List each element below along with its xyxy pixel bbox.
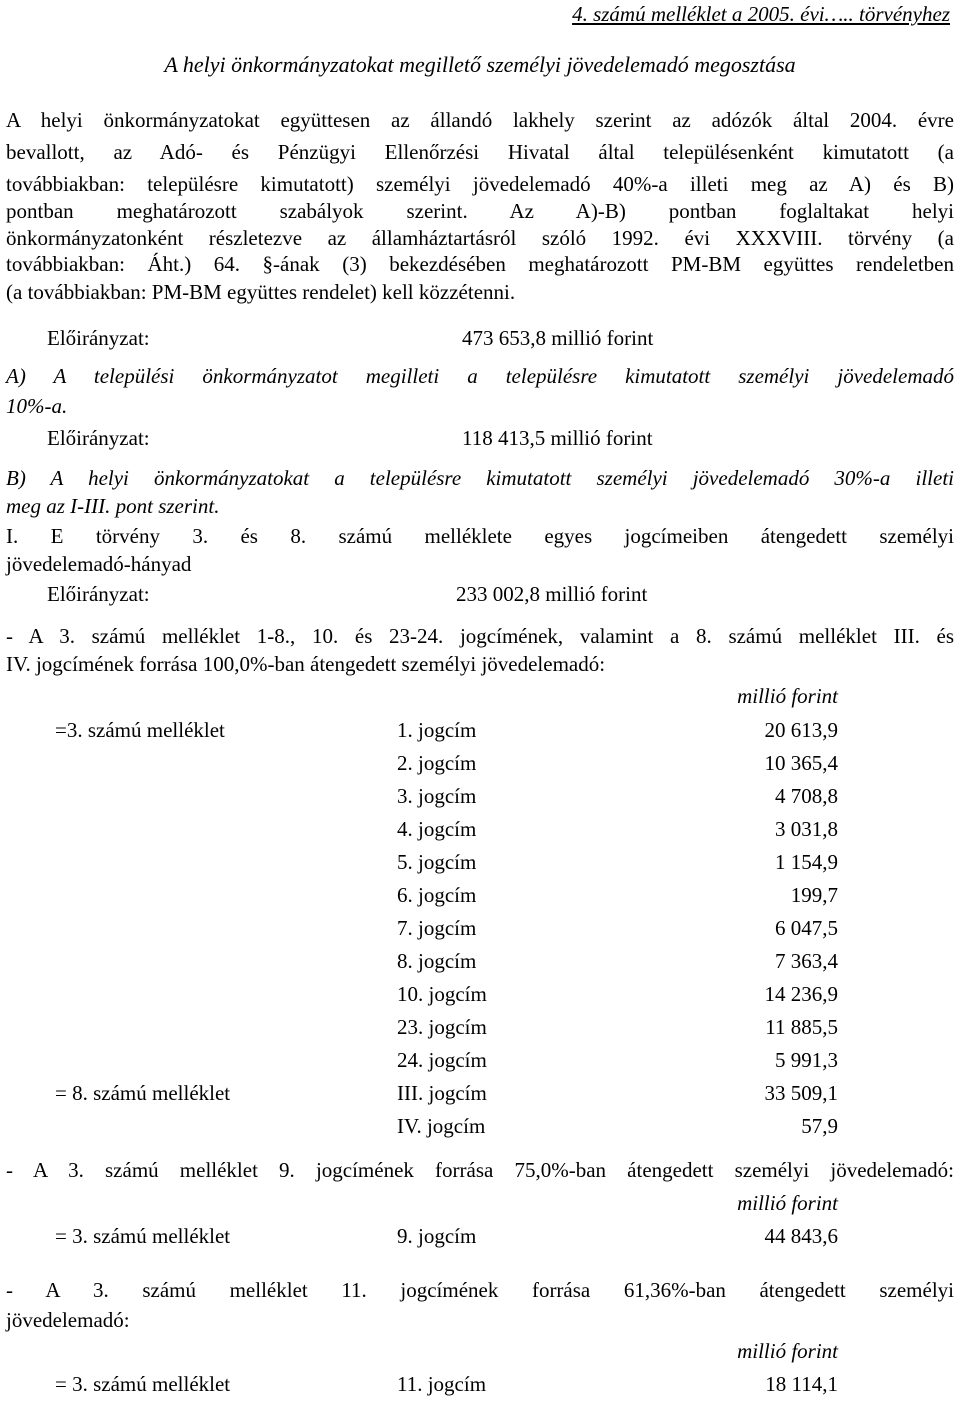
annex-label: = 3. számú melléklet [55,1372,231,1396]
jogcim-label: 23. jogcím [397,1015,487,1039]
document-title: A helyi önkormányzatokat megillető személyi jövedelemadó megosztása [164,52,796,77]
section-i-value: 233 002,8 millió forint [456,582,648,606]
jogcim-label: 8. jogcím [397,949,477,973]
amount-value: 11 885,5 [765,1015,838,1039]
annex-header: 4. számú melléklet a 2005. évi….. törvényhez [572,2,950,26]
intro-line: bevallott, az Adó- és Pénzügyi Ellenőrzési Hivatal által településenként kimutatott (a [6,140,954,164]
block3-unit: millió forint [737,1339,838,1363]
jogcim-label: III. jogcím [397,1081,487,1105]
block3-line: jövedelemadó: [6,1308,130,1332]
total-value: 473 653,8 millió forint [462,326,654,350]
section-i-line: I. E törvény 3. és 8. számú melléklete egyes jogcímeiben átengedett személyi [6,524,954,548]
block3-line: - A 3. számú melléklet 11. jogcímének forrása 61,36%-ban átengedett személyi [6,1278,954,1302]
table-row [0,918,960,951]
amount-value: 5 991,3 [775,1048,838,1072]
table-row [0,786,960,819]
table-row [0,753,960,786]
section-a-label: Előirányzat: [47,426,150,450]
amount-value: 10 365,4 [764,751,838,775]
block3-table [0,1374,960,1407]
intro-line: A helyi önkormányzatokat együttesen az állandó lakhely szerint az adózók által 2004. évre [6,108,954,132]
jogcim-label: 9. jogcím [397,1224,477,1248]
table-row [0,1116,960,1149]
table-row [0,1226,960,1259]
annex-label: = 3. számú melléklet [55,1224,231,1248]
section-b-line: meg az I-III. pont szerint. [6,494,220,518]
jogcim-label: IV. jogcím [397,1114,486,1138]
annex-label: = 8. számú melléklet [55,1081,231,1105]
amount-value: 44 843,6 [764,1224,838,1248]
section-b-line: B) A helyi önkormányzatokat a településre kimutatott személyi jövedelemadó 30%-a illeti [6,466,954,490]
amount-value: 18 114,1 [765,1372,838,1396]
block2-unit: millió forint [737,1191,838,1215]
table-row [0,852,960,885]
jogcim-label: 3. jogcím [397,784,477,808]
table-row [0,951,960,984]
amount-value: 57,9 [801,1114,838,1138]
block2-line: - A 3. számú melléklet 9. jogcímének forrása 75,0%-ban átengedett személyi jövedelemadó: [6,1158,954,1182]
jogcim-label: 1. jogcím [397,718,477,742]
jogcim-label: 5. jogcím [397,850,477,874]
amount-value: 1 154,9 [775,850,838,874]
table-row [0,1083,960,1116]
block1-unit: millió forint [737,684,838,708]
table-row [0,885,960,918]
table-row [0,1050,960,1083]
table-row [0,1374,960,1407]
table-row [0,819,960,852]
amount-value: 7 363,4 [775,949,838,973]
section-i-label: Előirányzat: [47,582,150,606]
annex-label: =3. számú melléklet [55,718,225,742]
intro-line: (a továbbiakban: PM-BM együttes rendelet) kell közzétenni. [6,280,516,304]
jogcim-label: 7. jogcím [397,916,477,940]
amount-value: 33 509,1 [764,1081,838,1105]
section-i-line: jövedelemadó-hányad [6,552,192,576]
table-row [0,720,960,753]
jogcim-label: 10. jogcím [397,982,487,1006]
table-row [0,1017,960,1050]
intro-line: továbbiakban: Áht.) 64. §-ának (3) bekezdésében meghatározott PM-BM együttes rendeletben [6,252,954,276]
amount-value: 6 047,5 [775,916,838,940]
jogcim-label: 24. jogcím [397,1048,487,1072]
jogcim-label: 2. jogcím [397,751,477,775]
block2-table [0,1226,960,1259]
section-a-value: 118 413,5 millió forint [462,426,653,450]
block1-line: - A 3. számú melléklet 1-8., 10. és 23-24. jogcímének, valamint a 8. számú melléklet III. és [6,624,954,648]
intro-line: önkormányzatonként részletezve az államháztartásról szóló 1992. évi XXXVIII. törvény (a [6,226,954,250]
jogcim-label: 4. jogcím [397,817,477,841]
amount-value: 199,7 [790,883,838,907]
section-a-line: 10%-a. [6,394,68,418]
section-a-line: A) A települési önkormányzatot megilleti a településre kimutatott személyi jövedelemadó [6,364,954,388]
amount-value: 4 708,8 [775,784,838,808]
intro-line: pontban meghatározott szabályok szerint. Az A)-B) pontban foglaltakat helyi [6,199,954,223]
total-label: Előirányzat: [47,326,150,350]
amount-value: 3 031,8 [775,817,838,841]
intro-line: továbbiakban: településre kimutatott) személyi jövedelemadó 40%-a illeti meg az A) és B) [6,172,954,196]
jogcim-label: 11. jogcím [397,1372,487,1396]
block1-line: IV. jogcímének forrása 100,0%-ban átengedett személyi jövedelemadó: [6,652,606,676]
jogcim-label: 6. jogcím [397,883,477,907]
amount-value: 14 236,9 [764,982,838,1006]
amount-value: 20 613,9 [764,718,838,742]
table-row [0,984,960,1017]
block1-table [0,720,960,1149]
